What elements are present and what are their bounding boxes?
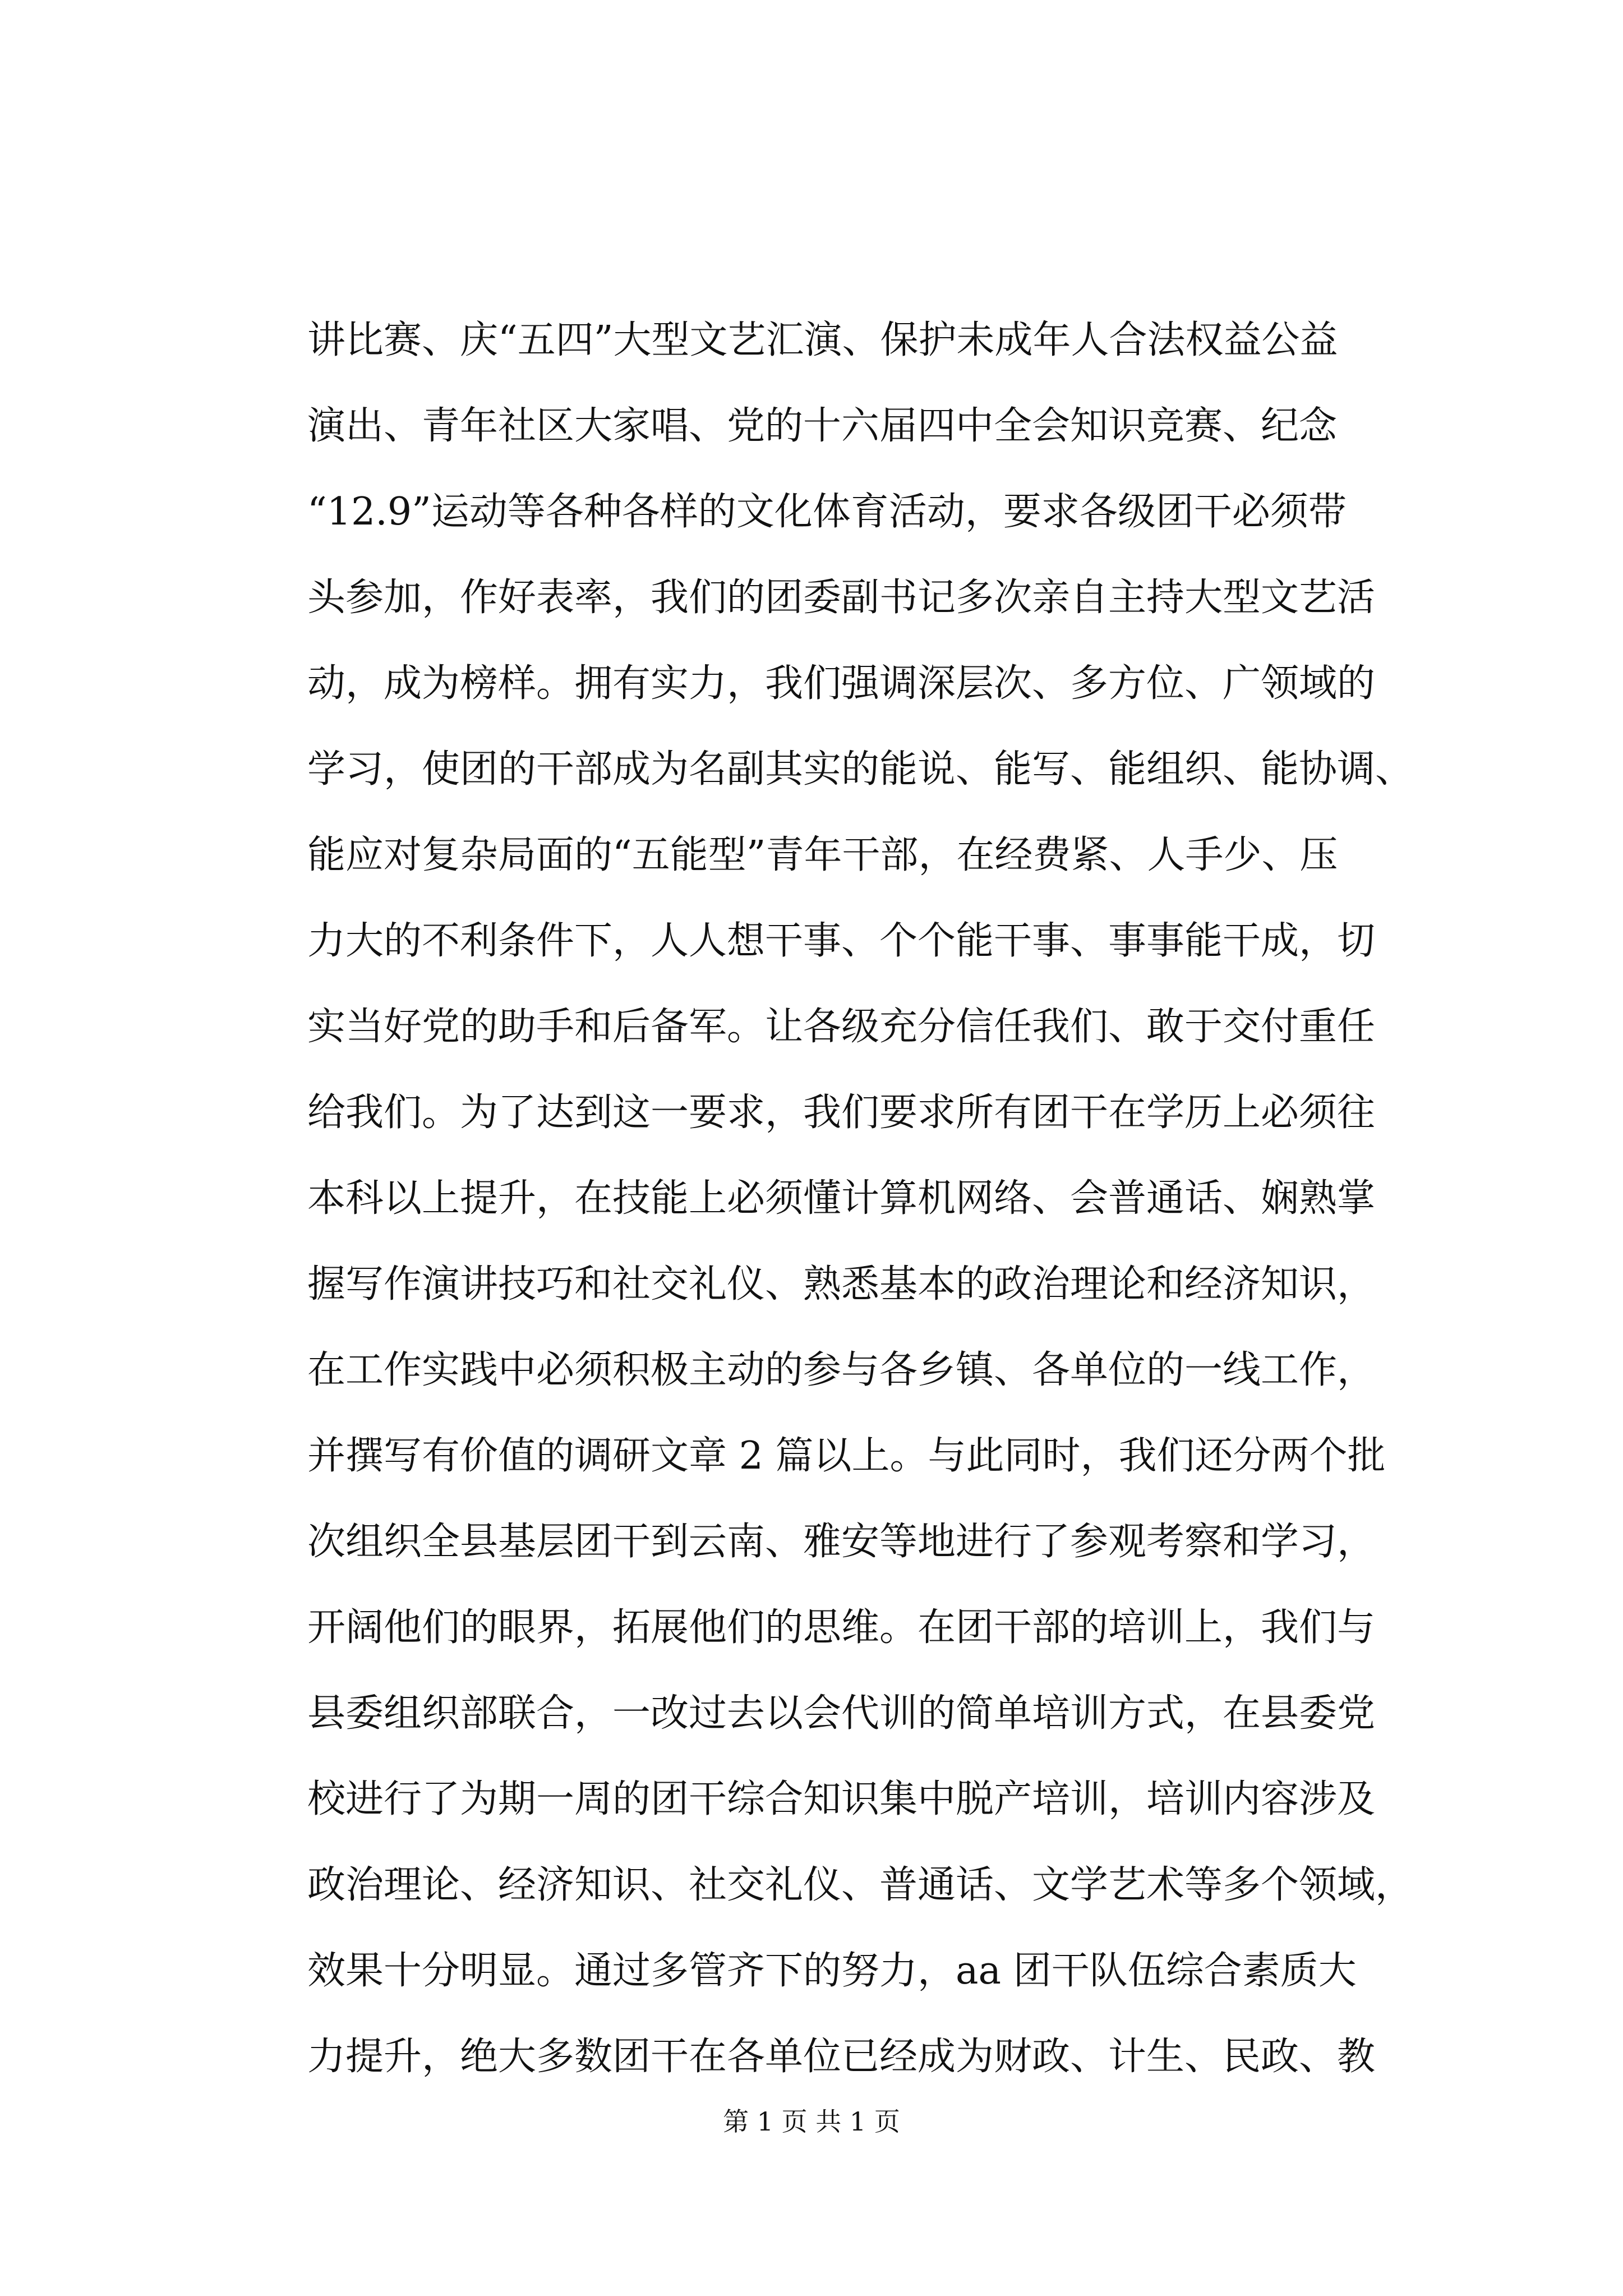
text-line: 力大的不利条件下，人人想干事、个个能干事、事事能干成，切 [307,919,1376,963]
text-line: 政治理论、经济知识、社交礼仪、普通话、文学艺术等多个领域， [307,1863,1414,1907]
text-line: “12.9”运动等各种各样的文化体育活动，要求各级团干必须带 [307,490,1347,534]
text-line: 力提升，绝大多数团干在各单位已经成为财政、计生、民政、教 [307,2035,1376,2079]
text-line: 并撰写有价值的调研文章 2 篇以上。与此同时，我们还分两个批 [307,1434,1386,1478]
text-line: 讲比赛、庆“五四”大型文艺汇演、保护未成年人合法权益公益 [307,318,1338,362]
text-line: 在工作实践中必须积极主动的参与各乡镇、各单位的一线工作， [307,1348,1376,1392]
text-line: 能应对复杂局面的“五能型”青年干部，在经费紧、人手少、压 [307,833,1338,877]
text-line: 给我们。为了达到这一要求，我们要求所有团干在学历上必须往 [307,1091,1376,1135]
page-footer [0,2105,1623,2138]
text-line: 握写作演讲技巧和社交礼仪、熟悉基本的政治理论和经济知识， [307,1262,1376,1306]
text-line: 开阔他们的眼界，拓展他们的思维。在团干部的培训上，我们与 [307,1605,1376,1650]
text-line: 次组织全县基层团干到云南、雅安等地进行了参观考察和学习， [307,1520,1376,1564]
text-line: 效果十分明显。通过多管齐下的努力，aa 团干队伍综合素质大 [307,1949,1357,1993]
text-line: 校进行了为期一周的团干综合知识集中脱产培训，培训内容涉及 [307,1777,1376,1821]
text-line: 本科以上提升，在技能上必须懂计算机网络、会普通话、娴熟掌 [307,1176,1376,1221]
text-line: 学习，使团的干部成为名副其实的能说、能写、能组织、能协调、 [307,747,1414,792]
document-body [307,297,1414,2100]
text-line: 演出、青年社区大家唱、党的十六届四中全会知识竞赛、纪念 [307,404,1338,448]
page-number-label: 第 1 页 共 1 页 [723,2106,900,2137]
text-line: 动，成为榜样。拥有实力，我们强调深层次、多方位、广领域的 [307,661,1376,706]
text-line: 县委组织部联合，一改过去以会代训的简单培训方式，在县委党 [307,1691,1376,1736]
text-line: 头参加，作好表率，我们的团委副书记多次亲自主持大型文艺活 [307,576,1376,620]
text-line: 实当好党的助手和后备军。让各级充分信任我们、敢于交付重任 [307,1005,1376,1049]
